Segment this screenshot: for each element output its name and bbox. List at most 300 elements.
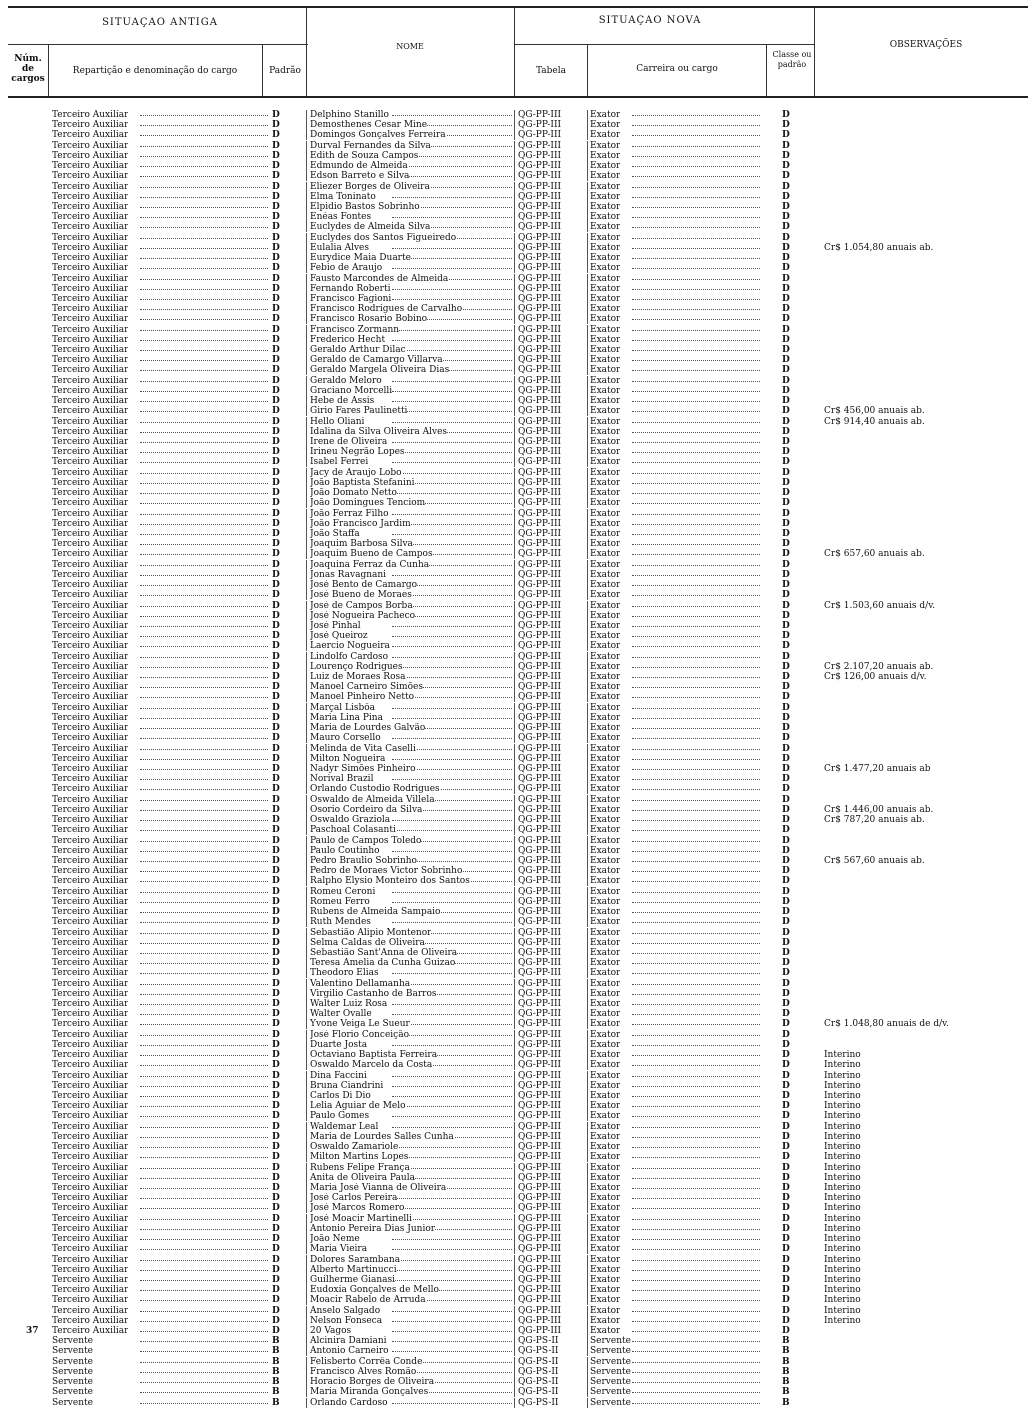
column-rule — [306, 161, 307, 171]
column-rule — [514, 549, 515, 559]
row-reparticao: Terceiro Auxiliar — [52, 600, 129, 611]
column-rule — [306, 1285, 307, 1295]
row-observacoes: Interino — [824, 1213, 861, 1224]
row-carreira: Exator — [590, 1131, 621, 1142]
column-rule — [514, 233, 515, 243]
row-nome: Theodoro Elias — [310, 968, 379, 979]
column-rule — [306, 529, 307, 539]
header-nome: NOME — [396, 42, 424, 51]
dot-leader — [140, 299, 268, 300]
header-divider — [766, 44, 767, 96]
row-observacoes: Interino — [824, 1131, 861, 1142]
column-rule — [514, 1203, 515, 1213]
dot-leader — [140, 340, 268, 341]
column-rule — [306, 1214, 307, 1224]
row-observacoes: Interino — [824, 1172, 861, 1183]
row-reparticao: Terceiro Auxiliar — [52, 171, 129, 182]
column-rule — [514, 519, 515, 529]
column-rule — [306, 1081, 307, 1091]
dot-leader — [140, 422, 268, 423]
row-tabela: QG-PP-III — [518, 345, 562, 356]
row-padrao: D — [272, 1070, 280, 1081]
row-classe: D — [782, 610, 790, 621]
row-padrao: D — [272, 1182, 280, 1193]
column-rule — [587, 1071, 588, 1081]
column-rule — [587, 1214, 588, 1224]
row-tabela: QG-PP-III — [518, 1285, 562, 1296]
row-classe: D — [782, 1305, 790, 1316]
row-carreira: Exator — [590, 896, 621, 907]
row-reparticao: Terceiro Auxiliar — [52, 947, 129, 958]
dot-leader — [392, 830, 512, 831]
row-reparticao: Terceiro Auxiliar — [52, 1131, 129, 1142]
column-rule — [587, 1060, 588, 1070]
row-carreira: Exator — [590, 273, 621, 284]
row-nome: Geraldo Margela Oliveira Dias — [310, 365, 450, 376]
row-carreira: Exator — [590, 559, 621, 570]
row-reparticao: Terceiro Auxiliar — [52, 324, 129, 335]
row-observacoes: Cr$ 1.477,20 anuais ab — [824, 764, 931, 774]
column-rule — [587, 171, 588, 181]
dot-leader — [392, 1086, 512, 1087]
row-tabela: QG-PP-III — [518, 1152, 562, 1163]
row-tabela: QG-PP-III — [518, 212, 562, 223]
column-rule — [514, 887, 515, 897]
table-row — [0, 182, 1032, 192]
row-reparticao: Terceiro Auxiliar — [52, 1244, 129, 1255]
row-reparticao: Terceiro Auxiliar — [52, 1295, 129, 1306]
row-tabela: QG-PP-III — [518, 1091, 562, 1101]
table-row — [0, 1367, 1032, 1377]
dot-leader — [392, 248, 512, 249]
column-rule — [587, 141, 588, 151]
dot-leader — [140, 411, 268, 412]
row-padrao: D — [272, 324, 280, 335]
row-carreira: Exator — [590, 968, 621, 979]
column-rule — [514, 692, 515, 702]
row-classe: D — [782, 1193, 790, 1204]
row-padrao: D — [272, 641, 280, 652]
row-carreira: Exator — [590, 232, 621, 243]
row-observacoes: Interino — [824, 1162, 861, 1173]
row-nome: Frederico Hecht — [310, 334, 386, 345]
table-row — [0, 979, 1032, 989]
table-row — [0, 1009, 1032, 1019]
table-row — [0, 682, 1032, 692]
row-nome: Eliezer Borges de Oliveira — [310, 181, 430, 192]
row-classe: D — [782, 682, 790, 693]
row-padrao: D — [272, 743, 280, 754]
column-rule — [306, 1091, 307, 1101]
row-classe: D — [782, 641, 790, 652]
row-tabela: QG-PP-III — [518, 1244, 562, 1255]
dot-leader — [392, 391, 512, 392]
table-row — [0, 866, 1032, 876]
column-rule — [306, 192, 307, 202]
column-rule — [587, 365, 588, 375]
row-carreira: Exator — [590, 1029, 621, 1040]
column-rule — [587, 754, 588, 764]
row-observacoes: Interino — [824, 1203, 861, 1214]
dot-leader — [392, 299, 512, 300]
row-observacoes: Interino — [824, 1060, 861, 1071]
dot-leader — [632, 1351, 760, 1352]
column-rule — [306, 641, 307, 651]
column-rule — [306, 284, 307, 294]
dot-leader — [632, 708, 760, 709]
row-classe: D — [782, 958, 790, 969]
row-carreira: Exator — [590, 334, 621, 345]
row-reparticao: Servente — [52, 1336, 93, 1347]
header-top-rule — [8, 6, 1028, 8]
row-nome: João Domato Netto — [310, 488, 397, 499]
column-rule — [514, 580, 515, 590]
row-padrao: D — [272, 1142, 280, 1153]
row-nome: Laercio Nogueira — [310, 641, 390, 652]
row-reparticao: Terceiro Auxiliar — [52, 1121, 129, 1132]
column-rule — [306, 631, 307, 641]
row-padrao: D — [272, 1039, 280, 1050]
row-carreira: Servente — [590, 1366, 631, 1377]
row-classe: D — [782, 1070, 790, 1081]
dot-leader — [632, 1300, 760, 1301]
row-classe: D — [782, 110, 790, 120]
row-reparticao: Terceiro Auxiliar — [52, 518, 129, 529]
dot-leader — [392, 340, 512, 341]
column-rule — [306, 805, 307, 815]
row-padrao: D — [272, 784, 280, 795]
row-classe: D — [782, 1019, 790, 1030]
row-padrao: D — [272, 416, 280, 427]
column-rule — [514, 682, 515, 692]
table-row — [0, 1152, 1032, 1162]
row-nome: Joaquina Ferraz da Cunha — [310, 559, 430, 570]
dot-leader — [632, 1137, 760, 1138]
table-row — [0, 263, 1032, 273]
column-rule — [306, 601, 307, 611]
column-rule — [587, 611, 588, 621]
column-rule — [306, 274, 307, 284]
column-rule — [306, 335, 307, 345]
column-rule — [587, 376, 588, 386]
column-rule — [306, 1357, 307, 1367]
dot-leader — [392, 759, 512, 760]
dot-leader — [632, 1014, 760, 1015]
dot-leader — [632, 279, 760, 280]
row-tabela: QG-PP-III — [518, 988, 562, 999]
column-rule — [306, 355, 307, 365]
dot-leader — [632, 370, 760, 371]
table-row — [0, 509, 1032, 519]
dot-leader — [140, 309, 268, 310]
column-rule — [587, 713, 588, 723]
column-rule — [587, 774, 588, 784]
row-carreira: Exator — [590, 1223, 621, 1234]
row-carreira: Exator — [590, 917, 621, 928]
table-row — [0, 856, 1032, 866]
dot-leader — [632, 1260, 760, 1261]
row-classe: D — [782, 396, 790, 407]
table-row — [0, 754, 1032, 764]
row-reparticao: Terceiro Auxiliar — [52, 835, 129, 846]
table-row — [0, 1060, 1032, 1070]
dot-leader — [140, 1127, 268, 1128]
column-rule — [514, 876, 515, 886]
dot-leader — [140, 1382, 268, 1383]
dot-leader — [392, 646, 512, 647]
row-reparticao: Terceiro Auxiliar — [52, 876, 129, 887]
row-reparticao: Terceiro Auxiliar — [52, 283, 129, 294]
dot-leader — [140, 963, 268, 964]
row-reparticao: Terceiro Auxiliar — [52, 774, 129, 785]
row-nome: Moacir Rabelo de Arruda — [310, 1295, 426, 1306]
row-nome: João Staffa — [310, 528, 360, 539]
column-rule — [587, 1285, 588, 1295]
table-row — [0, 1101, 1032, 1111]
row-reparticao: Terceiro Auxiliar — [52, 263, 129, 274]
column-rule — [306, 1183, 307, 1193]
dot-leader — [632, 452, 760, 453]
column-rule — [587, 1387, 588, 1397]
dot-leader — [140, 565, 268, 566]
row-nome: Rubens de Almeida Sampaio — [310, 907, 441, 918]
dot-leader — [140, 585, 268, 586]
column-rule — [514, 406, 515, 416]
dot-leader — [392, 452, 512, 453]
row-reparticao: Terceiro Auxiliar — [52, 293, 129, 304]
dot-leader — [632, 166, 760, 167]
dot-leader — [632, 912, 760, 913]
column-rule — [587, 1255, 588, 1265]
row-classe: D — [782, 1285, 790, 1296]
column-rule — [514, 723, 515, 733]
column-rule — [306, 580, 307, 590]
column-rule — [306, 764, 307, 774]
row-nome: Francisco Zormann — [310, 324, 400, 335]
row-tabela: QG-PP-III — [518, 457, 562, 468]
row-classe: D — [782, 212, 790, 223]
row-carreira: Exator — [590, 549, 621, 560]
row-classe: D — [782, 273, 790, 284]
column-rule — [306, 774, 307, 784]
row-tabela: QG-PP-III — [518, 1234, 562, 1245]
row-nome: Paulo Coutinho — [310, 845, 380, 856]
row-tabela: QG-PP-III — [518, 1070, 562, 1081]
column-rule — [306, 795, 307, 805]
row-carreira: Exator — [590, 999, 621, 1010]
row-carreira: Exator — [590, 825, 621, 836]
row-classe: D — [782, 999, 790, 1010]
column-rule — [514, 345, 515, 355]
column-rule — [306, 876, 307, 886]
dot-leader — [632, 238, 760, 239]
column-rule — [587, 928, 588, 938]
dot-leader — [140, 238, 268, 239]
header-num-cargos: Núm. de cargos — [11, 54, 45, 84]
row-nome: Isabel Ferrei — [310, 457, 369, 468]
column-rule — [587, 692, 588, 702]
column-rule — [587, 1398, 588, 1408]
dot-leader — [392, 1208, 512, 1209]
dot-leader — [140, 1208, 268, 1209]
dot-leader — [140, 902, 268, 903]
row-observacoes: Interino — [824, 1315, 861, 1326]
row-reparticao: Servente — [52, 1366, 93, 1377]
row-padrao: D — [272, 835, 280, 846]
dot-leader — [632, 943, 760, 944]
row-tabela: QG-PP-III — [518, 886, 562, 897]
row-padrao: D — [272, 958, 280, 969]
dot-leader — [140, 728, 268, 729]
dot-leader — [632, 973, 760, 974]
column-rule — [514, 335, 515, 345]
table-row — [0, 672, 1032, 682]
row-padrao: D — [272, 610, 280, 621]
dot-leader — [632, 391, 760, 392]
row-nome: Oswaldo de Almeida Villela — [310, 794, 435, 805]
row-carreira: Exator — [590, 580, 621, 591]
table-row — [0, 580, 1032, 590]
column-rule — [587, 703, 588, 713]
row-classe: D — [782, 559, 790, 570]
column-rule — [306, 233, 307, 243]
row-classe: D — [782, 355, 790, 366]
column-rule — [306, 744, 307, 754]
row-padrao: D — [272, 130, 280, 141]
row-reparticao: Terceiro Auxiliar — [52, 1315, 129, 1326]
row-tabela: QG-PP-III — [518, 1213, 562, 1224]
row-tabela: QG-PP-III — [518, 1101, 562, 1112]
row-nome: Fernando Roberti — [310, 283, 391, 294]
row-nome: José Bento de Camargo — [310, 580, 418, 591]
row-classe: D — [782, 498, 790, 509]
dot-leader — [140, 841, 268, 842]
table-row — [0, 222, 1032, 232]
row-classe: D — [782, 1060, 790, 1071]
dot-leader — [632, 1392, 760, 1393]
dot-leader — [140, 1229, 268, 1230]
table-body — [0, 110, 1032, 1408]
column-rule — [306, 815, 307, 825]
row-classe: D — [782, 1295, 790, 1306]
column-rule — [587, 478, 588, 488]
row-classe: D — [782, 845, 790, 856]
row-nome: João Francisco Jardim — [310, 518, 411, 529]
row-padrao: D — [272, 273, 280, 284]
row-reparticao: Terceiro Auxiliar — [52, 416, 129, 427]
row-observacoes: Cr$ 657,60 anuais ab. — [824, 549, 925, 560]
table-row — [0, 488, 1032, 498]
row-observacoes: Interino — [824, 1285, 861, 1296]
header-mid-rule-left — [8, 44, 308, 45]
dot-leader — [632, 646, 760, 647]
column-rule — [514, 141, 515, 151]
dot-leader — [632, 657, 760, 658]
row-carreira: Exator — [590, 702, 621, 713]
column-rule — [587, 519, 588, 529]
row-observacoes: Interino — [824, 1244, 861, 1255]
row-reparticao: Terceiro Auxiliar — [52, 528, 129, 539]
column-rule — [587, 549, 588, 559]
column-rule — [587, 120, 588, 130]
dot-leader — [140, 697, 268, 698]
dot-leader — [392, 892, 512, 893]
dot-leader — [140, 1106, 268, 1107]
row-padrao: D — [272, 620, 280, 631]
row-padrao: D — [272, 947, 280, 958]
column-rule — [514, 897, 515, 907]
dot-leader — [632, 1270, 760, 1271]
dot-leader — [140, 350, 268, 351]
table-row — [0, 1377, 1032, 1387]
row-tabela: QG-PP-III — [518, 201, 562, 212]
row-padrao: D — [272, 1121, 280, 1132]
row-nome: José de Campos Borba — [310, 600, 413, 611]
dot-leader — [632, 616, 760, 617]
row-carreira: Exator — [590, 784, 621, 795]
row-nome: Joaquim Bueno de Campos — [310, 549, 433, 560]
column-rule — [587, 192, 588, 202]
column-rule — [306, 784, 307, 794]
row-classe: D — [782, 794, 790, 805]
dot-leader — [140, 912, 268, 913]
row-observacoes: Cr$ 1.503,60 anuais d/v. — [824, 600, 936, 611]
row-padrao: D — [272, 253, 280, 264]
table-row — [0, 1203, 1032, 1213]
row-padrao: D — [272, 110, 280, 120]
column-rule — [514, 1275, 515, 1285]
dot-leader — [632, 156, 760, 157]
row-nome: Girio Fares Paulinetti — [310, 406, 408, 417]
row-reparticao: Terceiro Auxiliar — [52, 855, 129, 866]
row-tabela: QG-PP-III — [518, 1264, 562, 1275]
dot-leader — [392, 1280, 512, 1281]
column-rule — [514, 447, 515, 457]
column-rule — [514, 1132, 515, 1142]
row-padrao: D — [272, 927, 280, 938]
row-padrao: D — [272, 661, 280, 672]
dot-leader — [392, 677, 512, 678]
column-rule — [306, 825, 307, 835]
dot-leader — [392, 718, 512, 719]
row-classe: D — [782, 171, 790, 182]
row-padrao: D — [272, 896, 280, 907]
row-tabela: QG-PP-III — [518, 181, 562, 192]
row-carreira: Exator — [590, 396, 621, 407]
dot-leader — [632, 514, 760, 515]
row-padrao: D — [272, 753, 280, 764]
dot-leader — [140, 1178, 268, 1179]
row-classe: D — [782, 304, 790, 315]
column-rule — [306, 979, 307, 989]
row-carreira: Exator — [590, 508, 621, 519]
row-nome: Osorio Cordeiro da Silva — [310, 804, 423, 815]
column-rule — [514, 1244, 515, 1254]
table-row — [0, 774, 1032, 784]
row-nome: Oswaldo Zamariole — [310, 1142, 399, 1153]
row-carreira: Servente — [590, 1397, 631, 1408]
dot-leader — [140, 483, 268, 484]
dot-leader — [632, 340, 760, 341]
dot-leader — [392, 115, 512, 116]
row-carreira: Exator — [590, 355, 621, 366]
row-reparticao: Servente — [52, 1356, 93, 1367]
row-reparticao: Terceiro Auxiliar — [52, 457, 129, 468]
table-row — [0, 1071, 1032, 1081]
row-tabela: QG-PP-III — [518, 876, 562, 887]
column-rule — [587, 652, 588, 662]
dot-leader — [632, 565, 760, 566]
